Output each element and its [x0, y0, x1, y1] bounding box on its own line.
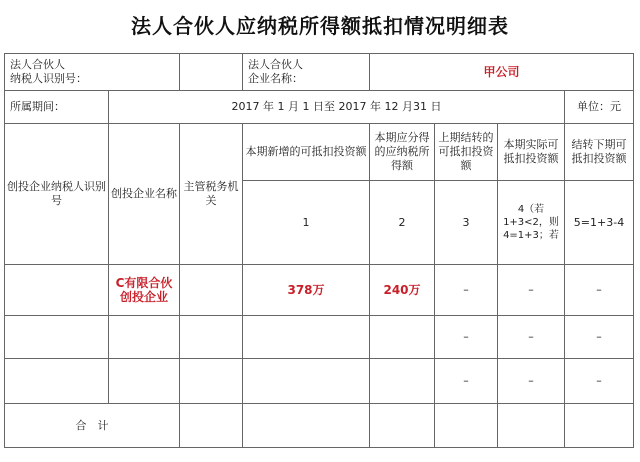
partner-name-label-line1: 法人合伙人 [248, 58, 303, 71]
code-col-next-carryover: 5=1+3-4 [565, 181, 634, 265]
header-row [5, 124, 634, 181]
row-actual-deduction: – [498, 316, 565, 359]
header-col-investee-tax-id: 创投企业纳税人识别号 [5, 124, 109, 265]
header-col-actual-deduction: 本期实际可抵扣投资额 [498, 124, 565, 181]
partner-id-value-cell [180, 54, 243, 91]
deduction-detail-table [4, 53, 634, 448]
header-col-investee-name: 创投企业名称 [109, 124, 180, 265]
header-col-tax-authority: 主管税务机关 [180, 124, 243, 265]
header-col-taxable-income: 本期应分得的应纳税所得额 [370, 124, 435, 181]
code-col-new-investment: 1 [243, 181, 370, 265]
total-cell [565, 404, 634, 448]
total-cell [498, 404, 565, 448]
total-label: 合 计 [5, 404, 180, 448]
header-col-prev-carryover: 上期结转的可抵扣投资额 [435, 124, 498, 181]
row-investee-name: C有限合伙创投企业 [109, 265, 180, 316]
row-new-investment [243, 359, 370, 404]
document-title: 法人合伙人应纳税所得额抵扣情况明细表 [131, 14, 509, 38]
row-new-investment [243, 316, 370, 359]
partner-id-label-line2: 纳税人识别号： [10, 72, 87, 85]
row-investee-name [109, 316, 180, 359]
row-next-carryover: – [565, 316, 634, 359]
total-cell [180, 404, 243, 448]
total-cell [370, 404, 435, 448]
row-new-investment: 378万 [243, 265, 370, 316]
partner-name-value: 甲公司 [370, 54, 634, 91]
row-tax-authority [180, 265, 243, 316]
partner-info-row [5, 54, 634, 91]
table-row [5, 316, 634, 359]
total-cell [435, 404, 498, 448]
total-row [5, 404, 634, 448]
row-tax-id [5, 316, 109, 359]
row-actual-deduction: – [498, 359, 565, 404]
row-tax-authority [180, 316, 243, 359]
period-row [5, 91, 634, 124]
code-col-prev-carryover: 3 [435, 181, 498, 265]
row-prev-carryover: – [435, 359, 498, 404]
partner-id-label-line1: 法人合伙人 [10, 58, 65, 71]
code-col-taxable-income: 2 [370, 181, 435, 265]
row-next-carryover: – [565, 265, 634, 316]
partner-name-label-cell [243, 54, 370, 91]
unit-label: 单位：元 [565, 91, 634, 124]
row-next-carryover: – [565, 359, 634, 404]
row-tax-id [5, 265, 109, 316]
period-value: 2017 年 1 月 1 日至 2017 年 12 月31 日 [109, 91, 565, 124]
table-row [5, 359, 634, 404]
partner-name-label-line2: 企业名称： [248, 72, 303, 85]
row-prev-carryover: – [435, 265, 498, 316]
header-col-next-carryover: 结转下期可抵扣投资额 [565, 124, 634, 181]
row-tax-id [5, 359, 109, 404]
code-col-actual-deduction: 4（若1+3<2，则4=1+3；若 [498, 181, 565, 265]
table-row [5, 265, 634, 316]
row-taxable-income [370, 316, 435, 359]
partner-id-label-cell [5, 54, 180, 91]
period-label: 所属期间： [5, 91, 109, 124]
row-investee-name [109, 359, 180, 404]
row-actual-deduction: – [498, 265, 565, 316]
total-cell [243, 404, 370, 448]
row-prev-carryover: – [435, 316, 498, 359]
row-tax-authority [180, 359, 243, 404]
header-col-new-investment: 本期新增的可抵扣投资额 [243, 124, 370, 181]
row-taxable-income [370, 359, 435, 404]
row-taxable-income: 240万 [370, 265, 435, 316]
